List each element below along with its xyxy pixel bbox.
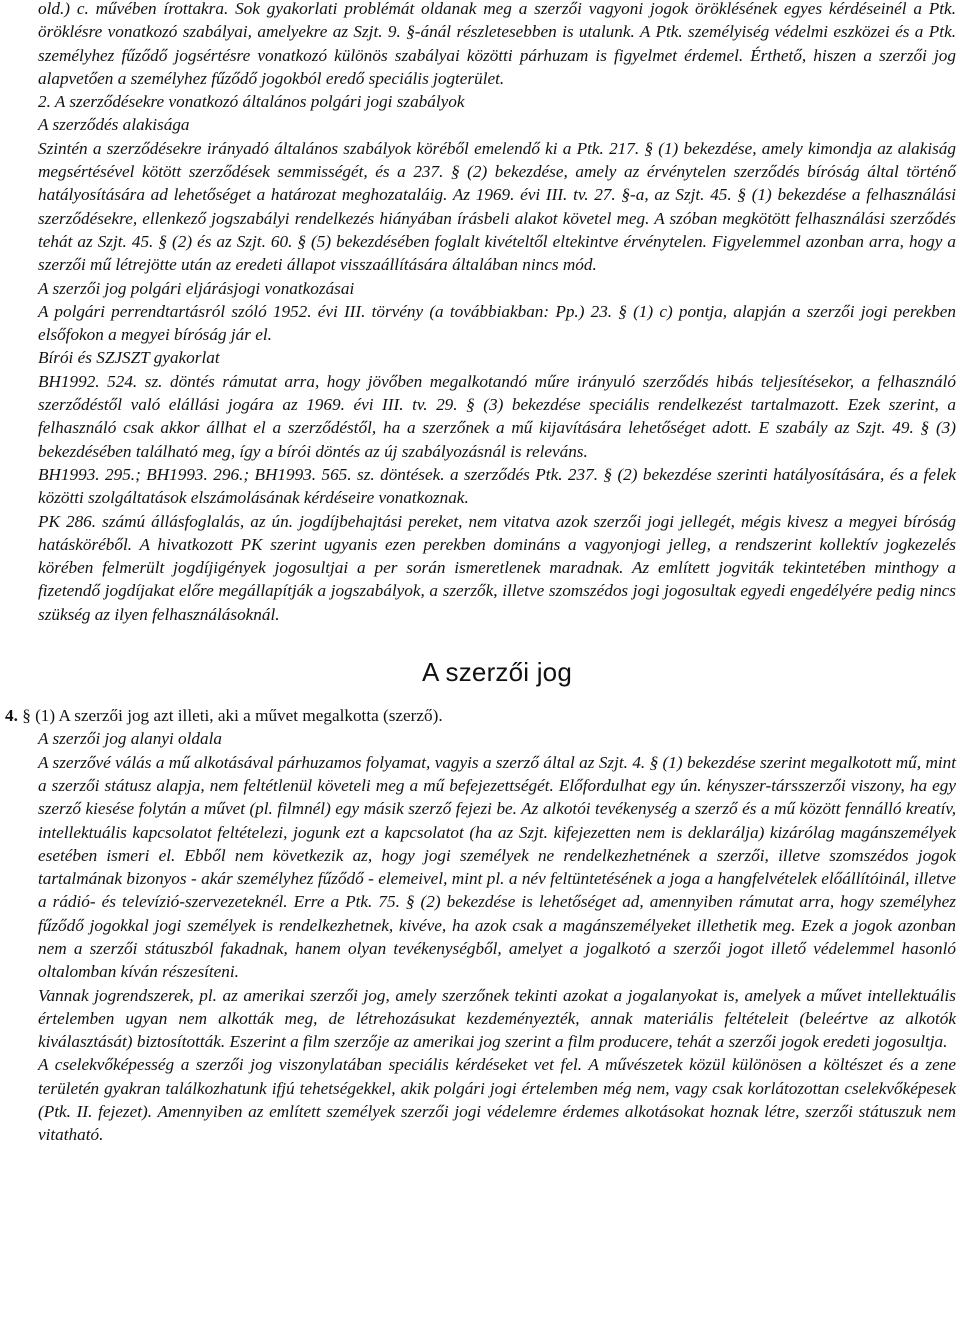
subheading-contract-form: A szerződés alakisága: [38, 115, 190, 135]
case-bh1993-paragraph: BH1993. 295.; BH1993. 296.; BH1993. 565. sz. döntések. a szerződés Ptk. 237. § (2) bekezdése szerinti hatályosítására, és a felek közötti szolgáltatások elszámolásának kérdéseire vonatkoznak.: [38, 464, 956, 508]
case-bh1992-paragraph: BH1992. 524. sz. döntés rámutat arra, hogy jövőben megalkotandó műre irányuló szerződés hibás teljesítésekor, a felhasználó szerződéstől való elállási jogára az 1969. évi III. tv. 29. § (3) bekezdése speciális rendelkezést tartalmazott. Ezek szerint, a felhasználó csak akkor állhat el a szerződéstől, ha a szerzőnek a mű kijavítására lehetőséget adott. E szabály az Szjt. 49. § (3) bekezdésében található meg, így a bírói döntés az új szabályozásnál is releváns.: [38, 371, 956, 461]
document-page: [5, 0, 956, 1147]
section-title-general-rules: 2. A szerződésekre vonatkozó általános polgári jogi szabályok: [38, 92, 465, 112]
chapter-heading: A szerzői jog: [421, 657, 572, 688]
capacity-paragraph: A cselekvőképesség a szerzői jog viszonylatában speciális kérdéseket vet fel. A művészetek közül különösen a költészet és a zene területén gyakran találkozhatunk ifjú tehetségekkel, akik polgári jogi értelemben még nem, vagy csak korlátozottan cselekvőképesek (Ptk. II. fejezet). Amennyiben az említett személyek szerzői jogi védelemre érdemes alkotásokat hoznak létre, szerzői státuszuk nem vitatható.: [38, 1055, 956, 1145]
contract-form-paragraph: Szintén a szerződésekre irányadó általános szabályok köréből emelendő ki a Ptk. 217. § (1) bekezdése, amely kimondja az alakiság megsértésével kötött szerződések semmisségét, és a 237. § (2) bekezdése, amely az érvénytelen szerződés bíróság által történő hatályosítására ad lehetőséget a határozat meghozataláig. Az 1969. évi III. tv. 27. §-a, az Szjt. 45. § (1) bekezdése a felhasználási szerződésekre, ellenkező jogszabályi rendelkezés hiányában írásbeli alakot követel meg. A szóban megkötött felhasználási szerződés tehát az Szjt. 45. § (2) és az Szjt. 60. § (5) bekezdésében foglalt kivételtől eltekintve érvénytelen. Figyelemmel azonban arra, hogy a szerzői mű létrejötte után az eredeti állapot visszaállítására általában nincs mód.: [38, 138, 956, 275]
section-4-text: [5, 704, 956, 727]
procedural-paragraph: A polgári perrendtartásról szóló 1952. évi III. törvény (a továbbiakban: Pp.) 23. § (1) c) pontja, alapján a szerzői jogi perekben elsőfokon a megyei bíróság jár el.: [38, 301, 956, 345]
pk286-paragraph: PK 286. számú állásfoglalás, az ún. jogdíjbehajtási pereket, nem vitatva azok szerzői jogi jellegét, mégis kivesz a megyei bíróság hatásköréből. A hivatkozott PK szerint ugyanis ezen perekben domináns a vagyonjogi jelleg, a rendszerint kollektív jogkezelés körében felmerült jogdíjigények jogosultjai a per során ismeretlenek maradnak. Az említett jogviták tekintetében minthogy a fizetendő jogdíjakat előre megállapítják a jogszabályok, a szerzők, illetve szomszédos jogi jogosultak egyedi engedélyére pedig nincs szükség az ilyen felhasználásoknál.: [38, 511, 956, 624]
intro-paragraph: old.) c. művében írottakra. Sok gyakorlati problémát oldanak meg a szerzői vagyoni jogok öröklésének egyes kérdéseinél a Ptk. öröklésre vonatkozó szabályai, amelyekre az Szjt. 9. §-ánál részletesebben is utalunk. A Ptk. személyiség védelmi eszközei és a Ptk. személyhez fűződő jogsértésre vonatkozó különös szabályai közötti párhuzam is figyelmet érdemel. Érthető, hiszen a szerzői jog alapvetően a személyhez fűződő jogokból eredő speciális jogterület.: [38, 0, 956, 88]
authorship-paragraph: A szerzővé válás a mű alkotásával párhuzamos folyamat, vagyis a szerző által az Szjt. 4. § (1) bekezdése szerint megalkotott mű, mint a szerzői státusz alapja, nem feltétlenül követeli meg a mű befejezettségét. Előfordulhat egy ún. kényszer-társszerzői viszony, ha egy szerző kiesése folytán a művet (pl. filmnél) egy másik szerző fejezi be. Az alkotói tevékenység a szerző és a mű között fennálló kreatív, intellektuális kapcsolatot feltételezi, jogunk ezt a kapcsolatot (ha az Szjt. kifejezetten nem is deklarálja) kizárólag magánszemélyek esetében ismeri el. Ebből nem következik az, hogy jogi személyek ne rendelkezhetnének a szerzői, illetve szomszédos jogok tartalmának bizonyos - akár személyhez fűződő - elemeivel, mint pl. a név feltüntetésének a joga a hangfelvételek előállítóinál, illetve a rádió- és televízió-szervezeteknél. Erre a Ptk. 75. § (2) bekezdése is lehetőséget ad, amennyiben rámutat arra, hogy személyhez fűződő jogokkal jogi személyek is rendelkezhetnek, kivéve, ha azok csak a magánszemélyeket illethetik meg. Ezek a jogok azonban nem a szerzői státuszból fakadnak, hanem olyan tevékenységből, amelyet a jogalkotó a szerzői jogot illető védelemmel hasonló oltalomban kíván részesíteni.: [38, 752, 956, 982]
section-4-body: § (1) A szerzői jog azt illeti, aki a művet megalkotta (szerző).: [22, 706, 443, 726]
subheading-case-law: Bírói és SZJSZT gyakorlat: [38, 348, 220, 368]
subheading-procedural: A szerzői jog polgári eljárásjogi vonatkozásai: [38, 278, 355, 298]
american-law-paragraph: Vannak jogrendszerek, pl. az amerikai szerzői jog, amely szerzőnek tekinti azokat a jogalanyokat is, amelyek a művet intellektuális értelemben ugyan nem alkották meg, de létrehozásukat kezdeményezték, annak materiális feltételeit (beleértve az alkotók kiválasztását) biztosították. Eszerint a film szerzője az amerikai jog szerint a film producere, tehát a szerzői jogok eredeti jogosultja.: [38, 985, 956, 1052]
section-4-number: 4.: [5, 706, 18, 726]
subheading-subject-side: A szerzői jog alanyi oldala: [38, 729, 222, 749]
